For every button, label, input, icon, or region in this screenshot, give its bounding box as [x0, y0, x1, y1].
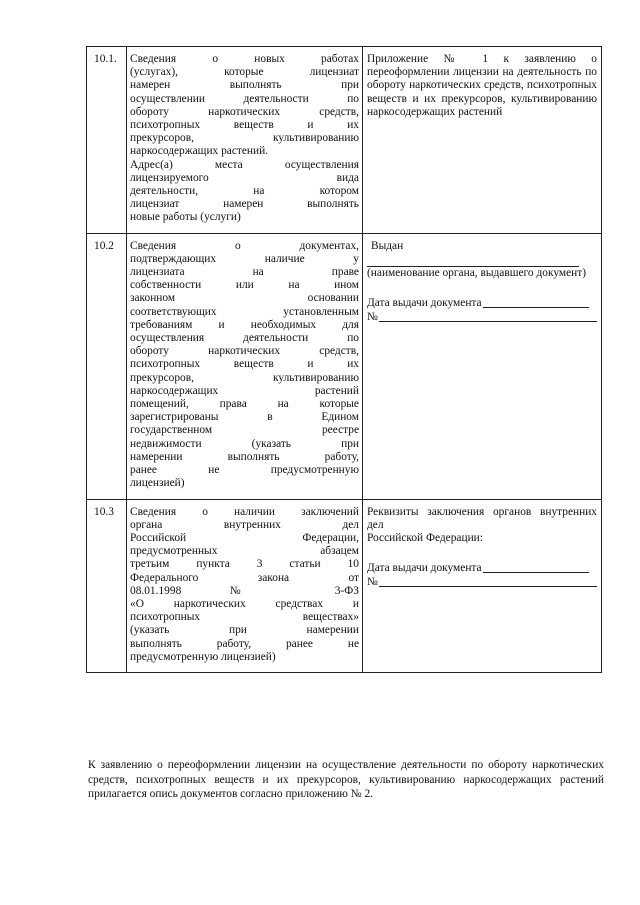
desc-line: соответствующих установленным [130, 305, 359, 318]
document-number-label: № [367, 575, 378, 588]
desc-line: требованиям и необходимых для [130, 318, 359, 331]
desc-line: лицензиата на праве [130, 266, 359, 279]
desc-line: выполнять работу, ранее не [130, 637, 359, 650]
document-number-field [367, 310, 597, 324]
value-line: веществ и их прекурсоров, культивированию [367, 92, 597, 105]
desc-line: Адрес(а) места осуществления [130, 158, 359, 171]
value-line: Российской Федерации: [367, 531, 483, 544]
issuer-caption: (наименование органа, выдавшего документ) [367, 266, 586, 279]
desc-line: намерении выполнять работу, [130, 450, 359, 463]
desc-line: лицензиат намерен выполнять [130, 198, 359, 211]
desc-line: собственности или на ином [130, 279, 359, 292]
row-value [363, 233, 602, 499]
desc-line: органа внутренних дел [130, 518, 359, 531]
desc-line: обороту наркотических средств, [130, 345, 359, 358]
document-number-label: № [367, 310, 378, 323]
document-number-field [367, 575, 597, 589]
issuer-name-line [367, 253, 579, 267]
row-description [127, 47, 363, 234]
desc-line: Сведения о документах, [130, 239, 359, 252]
issue-date-field [367, 296, 597, 310]
value-line: обороту наркотических средств, психотропных [367, 79, 597, 92]
issue-date-field [367, 561, 597, 575]
desc-line: Сведения о наличии заключений [130, 505, 359, 518]
desc-line: государственном реестре [130, 424, 359, 437]
issue-date-line [483, 561, 589, 573]
desc-line: осуществлении деятельности по [130, 92, 359, 105]
desc-line: (услугах), которые лицензиат [130, 66, 359, 79]
desc-line: (указать при намерении [130, 624, 359, 637]
table-row-10-2 [87, 233, 602, 499]
table-row-10-3 [87, 499, 602, 672]
issue-date-label: Дата выдачи документа [367, 561, 482, 574]
desc-line: недвижимости (указать при [130, 437, 359, 450]
desc-line: психотропных веществах» [130, 611, 359, 624]
issue-date-line [483, 296, 589, 308]
row-number: 10.1. [87, 47, 127, 234]
row-number: 10.3 [87, 499, 127, 672]
desc-line: зарегистрированы в Едином [130, 411, 359, 424]
desc-line: лицензируемого вида [130, 171, 359, 184]
document-number-line [379, 575, 597, 587]
desc-line: лицензией) [130, 477, 185, 490]
desc-line: психотропных веществ и их [130, 358, 359, 371]
attachment-note: К заявлению о переоформлении лицензии на осуществление деятельности по обороту наркотических средств, психотропных веществ и их прекурсоров, культивированию наркосодержащих растений прилагается опись документов согласно приложению № 2. [88, 759, 604, 800]
value-line: наркосодержащих растений [367, 105, 503, 118]
value-line: переоформлении лицензии на деятельность по [367, 66, 597, 79]
desc-line: третьим пункта 3 статьи 10 [130, 558, 359, 571]
row-description [127, 233, 363, 499]
desc-line: «О наркотических средствах и [130, 597, 359, 610]
desc-line: прекурсоров, культивированию [130, 132, 359, 145]
license-form-table [86, 46, 602, 673]
desc-line: предусмотренных абзацем [130, 545, 359, 558]
row-value [363, 47, 602, 234]
desc-line: предусмотренную лицензией) [130, 650, 276, 663]
desc-line: осуществления деятельности по [130, 332, 359, 345]
row-description [127, 499, 363, 672]
document-number-line [379, 310, 597, 322]
issued-label: Выдан [371, 239, 404, 252]
issue-date-label: Дата выдачи документа [367, 296, 482, 309]
desc-line: обороту наркотических средств, [130, 105, 359, 118]
desc-line: прекурсоров, культивированию [130, 371, 359, 384]
desc-line: Федерального закона от [130, 571, 359, 584]
desc-line: психотропных веществ и их [130, 119, 359, 132]
value-line: Реквизиты заключения органов внутренних дел [367, 505, 597, 531]
table-row-10-1 [87, 47, 602, 234]
desc-line: ранее не предусмотренную [130, 464, 359, 477]
desc-line: подтверждающих наличие у [130, 252, 359, 265]
desc-line: законном основании [130, 292, 359, 305]
value-line: Приложение № 1 к заявлению о [367, 53, 597, 65]
desc-line: намерен выполнять при [130, 79, 359, 92]
row-value [363, 499, 602, 672]
desc-line: наркосодержащих растений [130, 384, 359, 397]
row-number: 10.2 [87, 233, 127, 499]
desc-line: Российской Федерации, [130, 531, 359, 544]
desc-line: 08.01.1998 № 3-ФЗ [130, 584, 359, 597]
desc-line: деятельности, на котором [130, 185, 359, 198]
desc-line: помещений, права на которые [130, 398, 359, 411]
desc-line: новые работы (услуги) [130, 211, 241, 224]
desc-line: наркосодержащих растений. [130, 145, 269, 158]
desc-line: Сведения о новых работах [130, 53, 359, 65]
